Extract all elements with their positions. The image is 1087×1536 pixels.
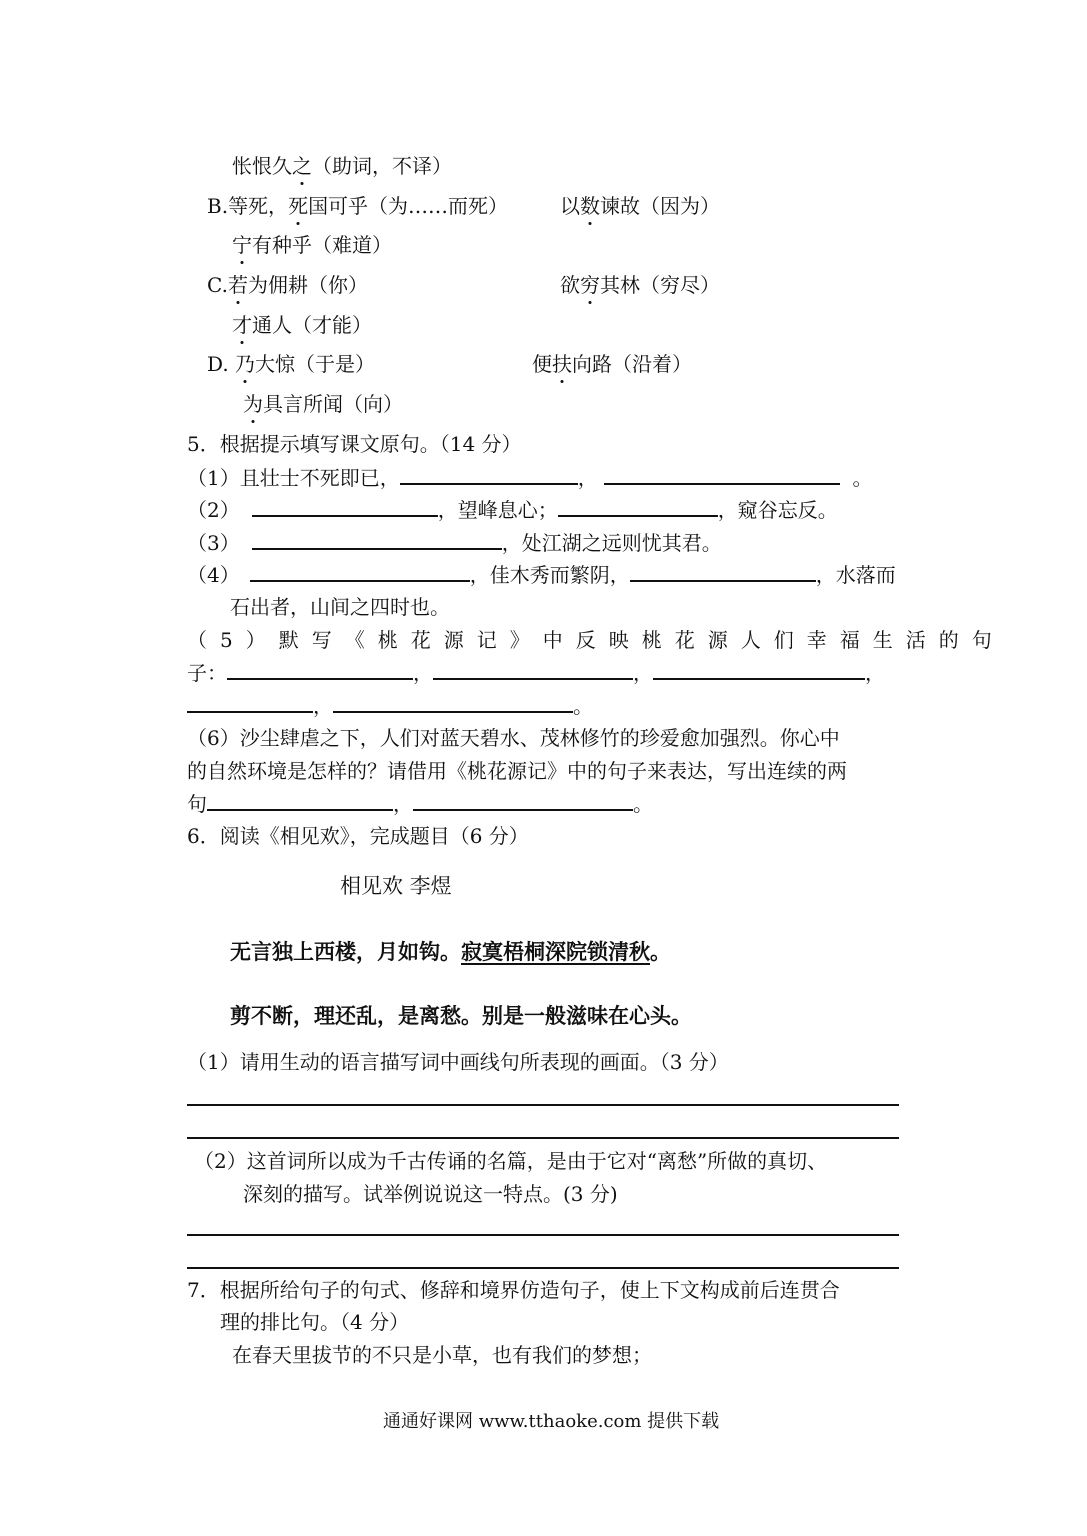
- fill-blank[interactable]: [604, 465, 840, 485]
- q6-sub2-line2: 深刻的描写。试举例说说这一特点。(3 分): [243, 1182, 618, 1206]
- footer: 通通好课网 www.tthaoke.com 提供下载: [383, 1411, 720, 1432]
- text: 通人（才能）: [252, 313, 372, 337]
- answer-line[interactable]: [187, 1234, 899, 1236]
- dotted-char: 死: [288, 194, 309, 218]
- text: 子：: [187, 661, 227, 685]
- text: 便: [532, 352, 552, 376]
- fill-blank[interactable]: [653, 660, 865, 680]
- text: （2）: [187, 498, 240, 522]
- text: ，窥谷忘反。: [717, 498, 838, 522]
- text: 。: [633, 792, 653, 816]
- text: ，: [393, 792, 413, 816]
- text: 。: [650, 940, 671, 964]
- text: ，: [865, 661, 885, 685]
- text: 怅恨久: [232, 154, 292, 178]
- q5-s6-line3: [187, 790, 653, 818]
- answer-line[interactable]: [187, 1267, 899, 1269]
- q5-s1: [187, 464, 872, 492]
- fill-blank[interactable]: [187, 693, 313, 713]
- text: 其林（穷尽）: [600, 273, 720, 297]
- answer-line[interactable]: [187, 1137, 899, 1139]
- q5-s6-line2: 的自然环境是怎样的？请借用《桃花源记》中的句子来表达，写出连续的两: [187, 759, 847, 783]
- q5-s2: [187, 496, 838, 524]
- q7-line3: 在春天里拔节的不只是小草，也有我们的梦想；: [232, 1343, 652, 1367]
- text: （4）: [187, 563, 240, 587]
- answer-line[interactable]: [187, 1104, 899, 1106]
- q5-s6-line1: （6）沙尘肆虐之下，人们对蓝天碧水、茂林修竹的珍爱愈加强烈。你心中: [187, 726, 840, 750]
- q5-s5-line1: （5）默写《桃花源记》中反映桃花源人们幸福生活的句: [187, 628, 1005, 652]
- text: （1）且壮士不死即已，: [187, 466, 400, 490]
- text: 具言所闻（向）: [263, 392, 403, 416]
- option-label: C.: [207, 273, 228, 297]
- text: 。: [852, 466, 873, 490]
- fill-blank[interactable]: [558, 497, 718, 517]
- option-label: D.: [207, 352, 229, 376]
- q5-s4: [187, 561, 896, 589]
- text: 大惊（于是）: [255, 352, 376, 376]
- text: （助词，不译）: [312, 154, 452, 178]
- text: 为佣耕（你）: [247, 273, 368, 297]
- q6-title: 6．阅读《相见欢》，完成题目（6 分）: [187, 824, 529, 848]
- fill-blank[interactable]: [333, 693, 573, 713]
- text: 等死，: [228, 194, 289, 218]
- q4-c-line1: [207, 271, 368, 299]
- text: ，: [577, 466, 598, 490]
- text: ，: [413, 661, 433, 685]
- q4-c-line2: [232, 311, 372, 339]
- q4-b-line1: [207, 192, 508, 220]
- fill-blank[interactable]: [207, 791, 393, 811]
- text: 向路（沿着）: [572, 352, 692, 376]
- dotted-char: 之: [292, 154, 312, 178]
- fill-blank[interactable]: [227, 660, 413, 680]
- fill-blank[interactable]: [400, 465, 578, 485]
- q5-title: 5．根据提示填写课文原句。（14 分）: [187, 432, 522, 456]
- text: 欲: [560, 273, 580, 297]
- dotted-char: 为: [243, 392, 263, 416]
- dotted-char: 才: [232, 313, 252, 337]
- q5-s4-cont: 石出者，山间之四时也。: [230, 595, 450, 619]
- q5-s5-line2: [187, 659, 885, 687]
- option-label: B.: [207, 194, 229, 218]
- fill-blank[interactable]: [252, 497, 438, 517]
- q4-b-line1-right: [560, 192, 720, 220]
- text: ，水落而: [815, 563, 896, 587]
- q4-d-line1-right: [532, 350, 692, 378]
- q4-a-line3: [232, 152, 452, 180]
- text: 。: [573, 694, 593, 718]
- fill-blank[interactable]: [630, 562, 816, 582]
- text: 以: [560, 194, 580, 218]
- fill-blank[interactable]: [252, 530, 502, 550]
- q5-s5-line3: [187, 692, 593, 720]
- q6-sub2-line1: （2）这首词所以成为千古传诵的名篇，是由于它对“离愁”所做的真切、: [194, 1149, 828, 1173]
- dotted-char: 乃: [235, 352, 256, 376]
- text: 有种乎（难道）: [252, 233, 392, 257]
- dotted-char: 扶: [552, 352, 572, 376]
- q4-c-line1-right: [560, 271, 720, 299]
- q6-sub1: （1）请用生动的语言描写词中画线句所表现的画面。（3 分）: [187, 1050, 729, 1074]
- text: ，: [633, 661, 653, 685]
- fill-blank[interactable]: [413, 791, 633, 811]
- poem-line1: [230, 936, 671, 966]
- poem-title: 相见欢 李煜: [340, 874, 452, 898]
- fill-blank[interactable]: [433, 660, 633, 680]
- poem-line2: 剪不断，理还乱，是离愁。别是一般滋味在心头。: [230, 1004, 692, 1028]
- text: 句: [187, 792, 207, 816]
- q5-s3: [187, 529, 722, 557]
- q4-d-line2: [243, 390, 403, 418]
- dotted-char: 若: [227, 273, 248, 297]
- q4-b-line2: [232, 231, 392, 259]
- text: ，: [313, 694, 333, 718]
- fill-blank[interactable]: [250, 562, 470, 582]
- dotted-char: 数: [580, 194, 600, 218]
- text: 谏故（因为）: [600, 194, 720, 218]
- text: 国可乎（为……而死）: [308, 194, 509, 218]
- dotted-char: 穷: [580, 273, 600, 297]
- dotted-char: 宁: [232, 233, 252, 257]
- text: ，佳木秀而繁阴，: [469, 563, 630, 587]
- q7-line2: 理的排比句。（4 分）: [220, 1310, 410, 1334]
- text: ，处江湖之远则忧其君。: [501, 531, 722, 555]
- q7-line1: 7．根据所给句子的句式、修辞和境界仿造句子，使上下文构成前后连贯合: [187, 1278, 840, 1302]
- q4-d-line1: [207, 350, 375, 378]
- text: 无言独上西楼，月如钩。: [230, 940, 461, 964]
- underlined-sentence: 寂寞梧桐深院锁清秋: [461, 940, 650, 964]
- text: ，望峰息心；: [437, 498, 558, 522]
- text: （3）: [187, 531, 240, 555]
